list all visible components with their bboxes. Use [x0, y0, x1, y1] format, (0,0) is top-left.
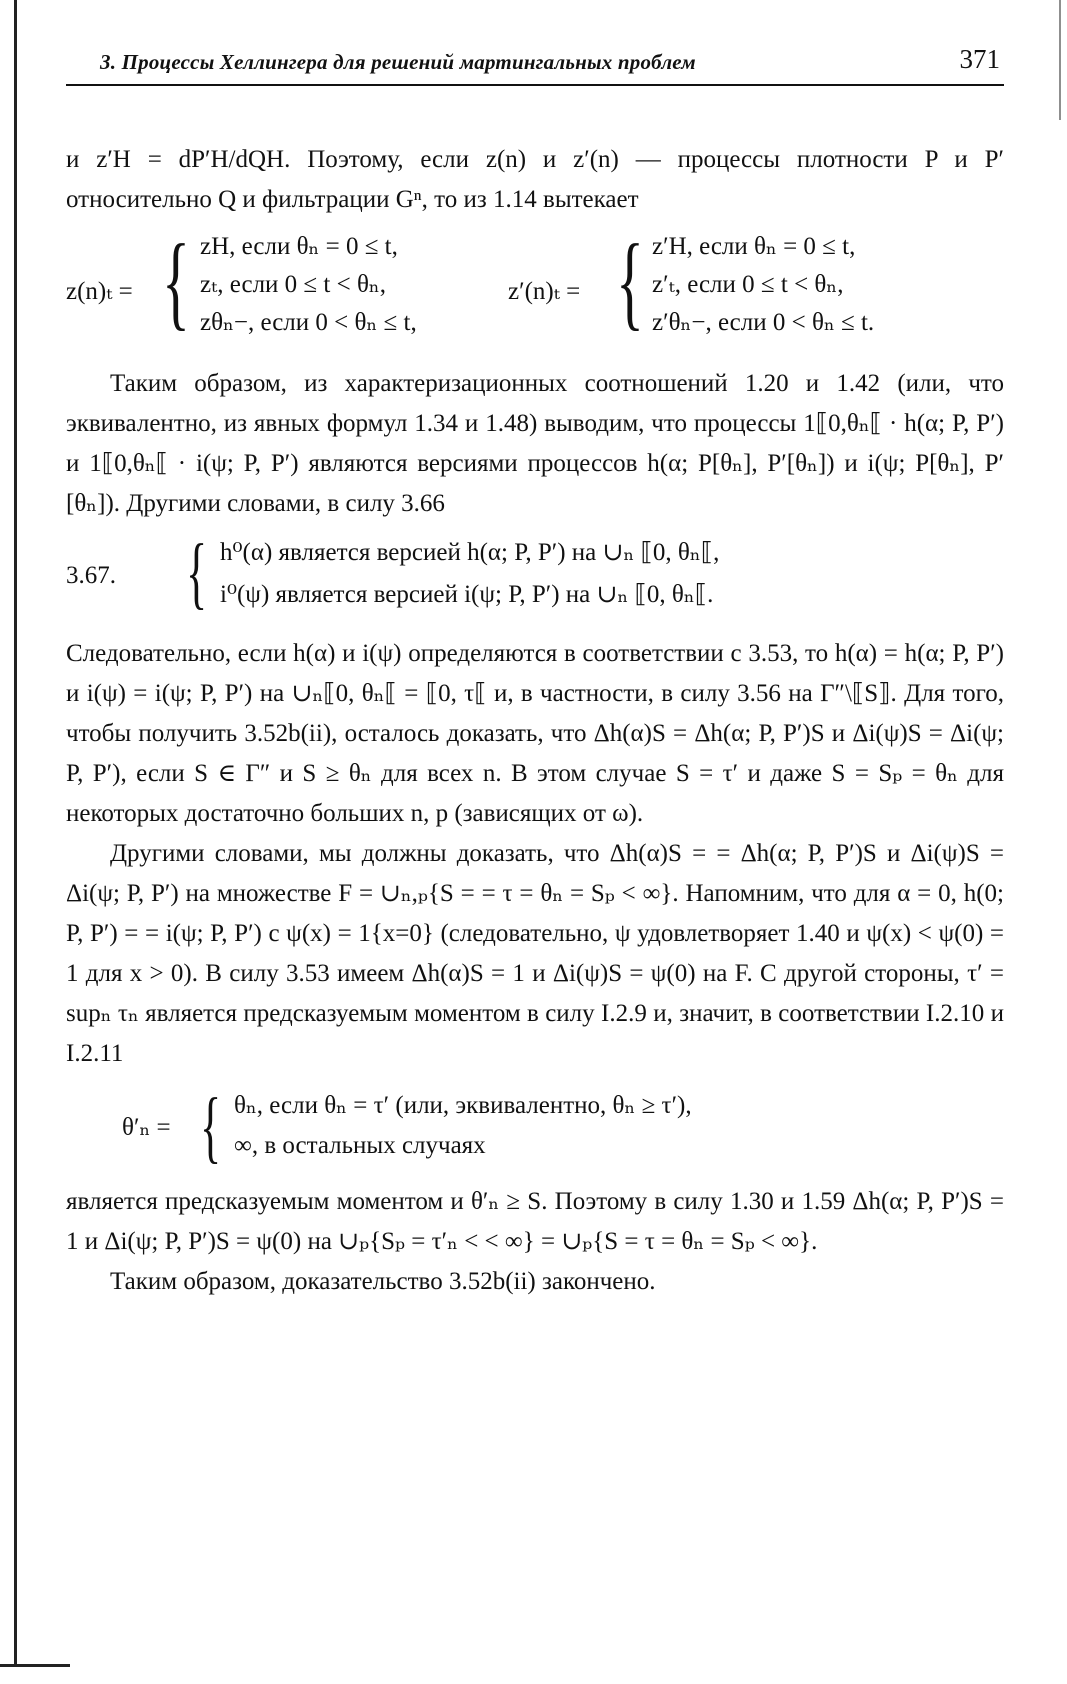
scan-edge-left	[14, 0, 17, 1665]
case-line: θₙ, если θₙ = τ′ (или, эквивалентно, θₙ ≥ τ′),	[234, 1092, 692, 1119]
theta-cases	[66, 1083, 1004, 1172]
paragraph-4: Другими словами, мы должны доказать, что Δh(α)S = = Δh(α; P, P′)S и Δi(ψ)S = Δi(ψ; P, P′) на множестве F = ∪ₙ,ₚ{S = = τ = θₙ = Sₚ < ∞}. Напомним, что для α = 0, h(0; P, P′) = = i(ψ; P, P′) с ψ(x) = 1{x=0} (следовательно, ψ удовлетворяет 1.40 и ψ(x) < ψ(0) = 1 для x > 0). В силу 3.53 имеем Δh(α)S = 1 и Δi(ψ)S = ψ(0) на F. С другой стороны, τ′ = supₙ τₙ является предсказуемым моментом в силу I.2.9 и, значит, в соответствии I.2.10 и I.2.11	[66, 840, 1004, 1067]
left-brace: {	[616, 223, 644, 340]
page-header	[100, 42, 1000, 82]
paragraph-2: Таким образом, из характеризационных соотношений 1.20 и 1.42 (или, что эквивалентно, из явных формул 1.34 и 1.48) выводим, что процессы 1⟦0,θₙ⟦ · h(α; P, P′) и 1⟦0,θₙ⟦ · i(ψ; P, P′) являются версиями процессов h(α; P[θₙ], P′[θₙ]) и i(ψ; P[θₙ], P′[θₙ]). Другими словами, в силу 3.66	[66, 370, 1004, 517]
case-line: z′H, если θₙ = 0 ≤ t,	[652, 233, 856, 260]
cases-z-lhs: z(n)ₜ =	[66, 278, 133, 305]
equation-line: i⁰(ψ) является версией i(ψ; P, P′) на ∪ₙ ⟦0, θₙ⟦.	[220, 581, 714, 608]
page-body	[66, 140, 1004, 1302]
paragraph-5: является предсказуемым моментом и θ′ₙ ≥ S. Поэтому в силу 1.30 и 1.59 Δh(α; P, P′)S = 1 и Δi(ψ; P, P′)S = ψ(0) на ∪ₚ{Sₚ = τ′ₙ < < ∞} = ∪ₚ{S = τ = θₙ = Sₚ < ∞}.	[66, 1188, 1004, 1255]
case-line: z′ₜ, если 0 ≤ t < θₙ,	[652, 271, 844, 298]
header-rule	[66, 84, 1004, 86]
cases-z-lines	[200, 228, 417, 342]
equation-3-67	[66, 530, 1004, 622]
case-line: zθₙ−, если 0 < θₙ ≤ t,	[200, 309, 417, 336]
equation-label: 3.67.	[66, 562, 116, 589]
running-title: 3. Процессы Хеллингера для решений мартингальных проблем	[100, 50, 696, 74]
paragraph-6: Таким образом, доказательство 3.52b(ii) закончено.	[110, 1268, 656, 1295]
page-number: 371	[959, 44, 1000, 74]
left-brace: {	[162, 223, 190, 340]
density-cases	[66, 223, 1004, 350]
case-line: ∞, в остальных случаях	[234, 1132, 486, 1159]
left-brace: {	[186, 529, 208, 617]
case-line: zH, если θₙ = 0 ≤ t,	[200, 233, 398, 260]
case-line: zₜ, если 0 ≤ t < θₙ,	[200, 271, 386, 298]
case-line: z′θₙ−, если 0 < θₙ ≤ t.	[652, 309, 875, 336]
paragraph-1: и z′H = dP′H/dQH. Поэтому, если z(n) и z′(n) — процессы плотности P и P′ относительно Q и фильтрации Gⁿ, то из 1.14 вытекает	[66, 146, 1004, 213]
scan-edge-right	[1059, 0, 1061, 120]
scan-edge-bottom	[0, 1664, 70, 1667]
theta-lines	[234, 1086, 692, 1166]
equation-lines	[220, 532, 719, 616]
cases-zprime-lhs: z′(n)ₜ =	[508, 278, 581, 305]
cases-zprime-lines	[652, 228, 874, 342]
left-brace: {	[200, 1083, 222, 1171]
paragraph-3: Следовательно, если h(α) и i(ψ) определяются в соответствии с 3.53, то h(α) = h(α; P, P′) и i(ψ) = i(ψ; P, P′) на ∪ₙ⟦0, θₙ⟦ = ⟦0, τ⟦ и, в частности, в силу 3.56 на Γ″\⟦S⟧. Для того, чтобы получить 3.52b(ii), осталось доказать, что Δh(α)S = Δh(α; P, P′)S и Δi(ψ)S = Δi(ψ; P, P′), если S ∈ Γ″ и S ≥ θₙ для всех n. В этом случае S = τ′ и даже S = Sₚ = θₙ для некоторых достаточно больших n, p (зависящих от ω).	[66, 640, 1004, 827]
equation-line: h⁰(α) является версией h(α; P, P′) на ∪ₙ ⟦0, θₙ⟦,	[220, 539, 720, 566]
theta-lhs: θ′ₙ =	[122, 1114, 171, 1141]
